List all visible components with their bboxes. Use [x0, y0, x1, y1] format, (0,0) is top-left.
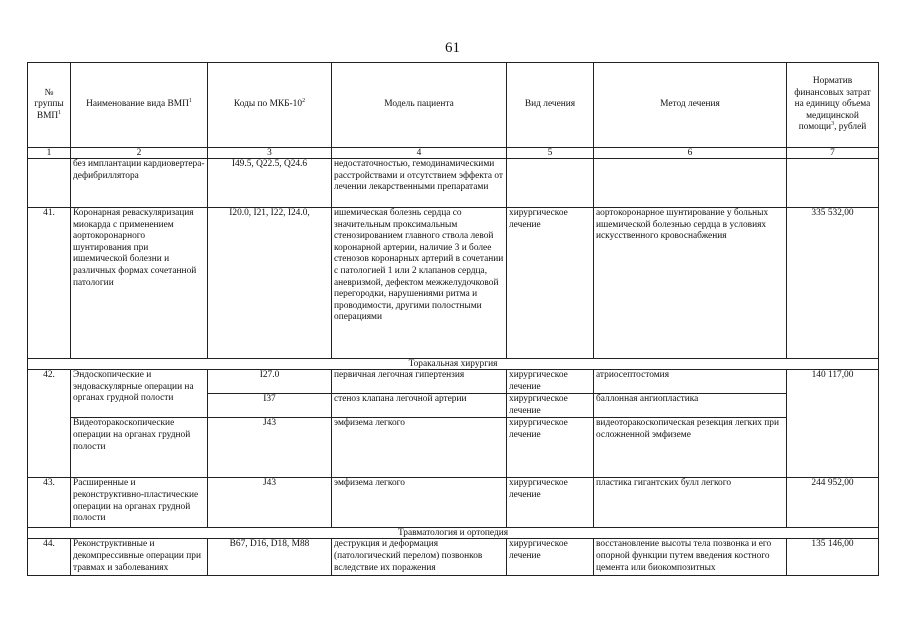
cell-group-number [28, 159, 71, 208]
header-icd-codes: Коды по МКБ-$10^2$ [208, 63, 332, 148]
cell-treatment-method: атриосептостомия [594, 370, 787, 394]
cell-icd-codes: B67, D16, D18, M88 [208, 539, 332, 576]
cell-vmp-name: Видеоторакоскопические операции на органах грудной полости [71, 418, 208, 478]
cell-treatment-type [507, 159, 594, 208]
cell-cost [787, 159, 879, 208]
table-row-42c [28, 418, 879, 478]
column-number: 5 [507, 148, 594, 159]
cell-patient-model: стеноз клапана легочной артерии [332, 394, 507, 418]
cell-icd-codes: I20.0, I21, I22, I24.0, [208, 208, 332, 359]
cell-vmp-name: Расширенные и реконструктивно-пластические операции на органах грудной полости [71, 478, 208, 528]
page-number: 61 [445, 40, 460, 56]
cell-icd-codes: I37 [208, 394, 332, 418]
cell-treatment-type: хирургическое лечение [507, 370, 594, 394]
section-row-thoracic [28, 359, 879, 370]
column-number: 6 [594, 148, 787, 159]
cell-cost: 244 952,00 [787, 478, 879, 528]
cell-treatment-method: восстановление высоты тела позвонка и его опорной функции путем введения костного цемента или биокомпозитных [594, 539, 787, 576]
header-row [28, 63, 879, 148]
cell-icd-codes: J43 [208, 418, 332, 478]
header-group-number: № группы ВМП$^1$ [28, 63, 71, 148]
cell-vmp-name: Эндоскопические и эндоваскулярные операции на органах грудной полости [71, 370, 208, 418]
cell-treatment-type: хирургическое лечение [507, 418, 594, 478]
section-title: Травматология и ортопедия [28, 528, 879, 539]
header-cost-norm: Норматив финансовых затрат на единицу объема медицинской помощи$^3$, рублей [787, 63, 879, 148]
cell-vmp-name: Коронарная реваскуляризация миокарда с применением аортокоронарного шунтирования при ишемической болезни и различных формах сочетанной патологии [71, 208, 208, 359]
header-treatment-type: Вид лечения [507, 63, 594, 148]
vmp-table [27, 62, 879, 576]
header-vmp-name: Наименование вида ВМП$^1$ [71, 63, 208, 148]
cell-vmp-name: Реконструктивные и декомпрессивные операции при травмах и заболеваниях [71, 539, 208, 576]
cell-cost: 335 532,00 [787, 208, 879, 359]
column-number: 3 [208, 148, 332, 159]
cell-treatment-type: хирургическое лечение [507, 539, 594, 576]
table-row-43 [28, 478, 879, 528]
cell-group-number: 43. [28, 478, 71, 528]
cell-treatment-method: видеоторакоскопическая резекция легких при осложненной эмфиземе [594, 418, 787, 478]
cell-treatment-method: пластика гигантских булл легкого [594, 478, 787, 528]
cell-group-number: 44. [28, 539, 71, 576]
column-number: 2 [71, 148, 208, 159]
cell-icd-codes: I49.5, Q22.5, Q24.6 [208, 159, 332, 208]
header-treatment-method: Метод лечения [594, 63, 787, 148]
table-row-44 [28, 539, 879, 576]
table-row-continuation [28, 159, 879, 208]
section-row-trauma [28, 528, 879, 539]
section-title: Торакальная хирургия [28, 359, 879, 370]
cell-icd-codes: J43 [208, 478, 332, 528]
cell-treatment-type: хирургическое лечение [507, 478, 594, 528]
header-patient-model: Модель пациента [332, 63, 507, 148]
cell-patient-model: эмфизема легкого [332, 478, 507, 528]
cell-vmp-name: без имплантации кардиовертера-дефибриллятора [71, 159, 208, 208]
cell-group-number: 41. [28, 208, 71, 359]
column-number: 4 [332, 148, 507, 159]
table-row-41 [28, 208, 879, 359]
column-number: 1 [28, 148, 71, 159]
cell-patient-model: эмфизема легкого [332, 418, 507, 478]
cell-cost: 140 117,00 [787, 370, 879, 478]
cell-patient-model: недостаточностью, гемодинамическими расстройствами и отсутствием эффекта от лечении лекарственными препаратами [332, 159, 507, 208]
cell-group-number: 42. [28, 370, 71, 478]
cell-patient-model: первичная легочная гипертензия [332, 370, 507, 394]
cell-treatment-type: хирургическое лечение [507, 208, 594, 359]
cell-treatment-type: хирургическое лечение [507, 394, 594, 418]
cell-patient-model: деструкция и деформация (патологический перелом) позвонков вследствие их поражения [332, 539, 507, 576]
cell-treatment-method: аортокоронарное шунтирование у больных ишемической болезнью сердца в условиях искусственного кровоснабжения [594, 208, 787, 359]
cell-patient-model: ишемическая болезнь сердца со значительным проксимальным стенозированием главного ствола левой коронарной артерии, наличие 3 и более стенозов коронарных артерий в сочетании с патологией 1 или 2 клапанов сердца, аневризмой, дефектом межжелудочковой перегородки, нарушениями ритма и проводимости, другими полостными операциями [332, 208, 507, 359]
column-number-row [28, 148, 879, 159]
cell-cost: 135 146,00 [787, 539, 879, 576]
table-row-42a [28, 370, 879, 394]
cell-treatment-method [594, 159, 787, 208]
cell-icd-codes: I27.0 [208, 370, 332, 394]
column-number: 7 [787, 148, 879, 159]
cell-treatment-method: баллонная ангиопластика [594, 394, 787, 418]
